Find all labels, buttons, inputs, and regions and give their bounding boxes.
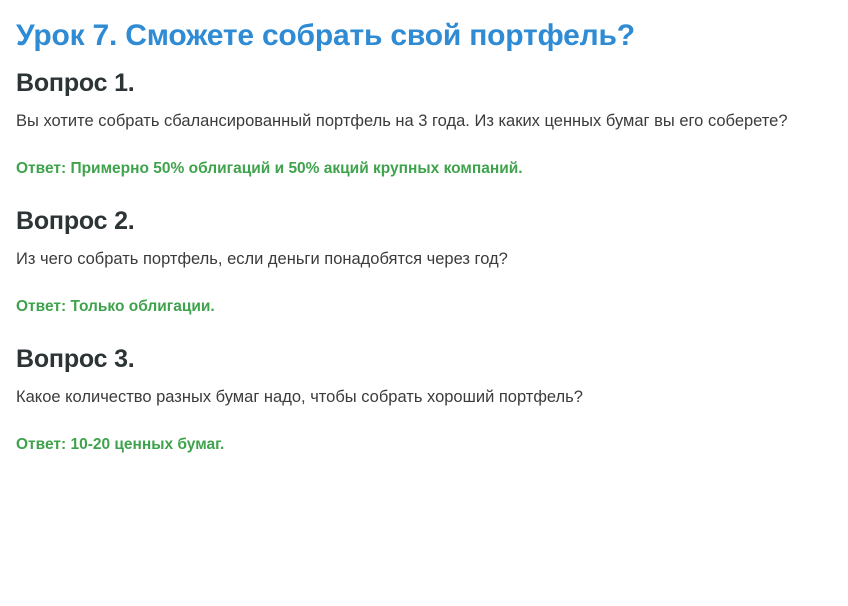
question-heading-2: Вопрос 2. [16,206,135,235]
question-text-3: Какое количество разных бумаг надо, чтобы собрать хороший портфель? [16,387,583,406]
page-title: Урок 7. Сможете собрать свой портфель? [16,19,635,52]
answer-text-3: Ответ: 10-20 ценных бумаг. [16,435,225,453]
answer-text-1: Ответ: Примерно 50% облигаций и 50% акций крупных компаний. [16,159,523,177]
question-text-1: Вы хотите собрать сбалансированный портфель на 3 года. Из каких ценных бумаг вы его соберете? [16,112,788,130]
question-block-1 [16,68,826,180]
question-text-2: Из чего собрать портфель, если деньги понадобятся через год? [16,249,508,268]
question-block-2 [16,206,826,318]
question-heading-3: Вопрос 3. [16,344,135,373]
question-block-3 [16,344,826,456]
answer-text-2: Ответ: Только облигации. [16,297,215,315]
question-heading-1: Вопрос 1. [16,69,135,97]
